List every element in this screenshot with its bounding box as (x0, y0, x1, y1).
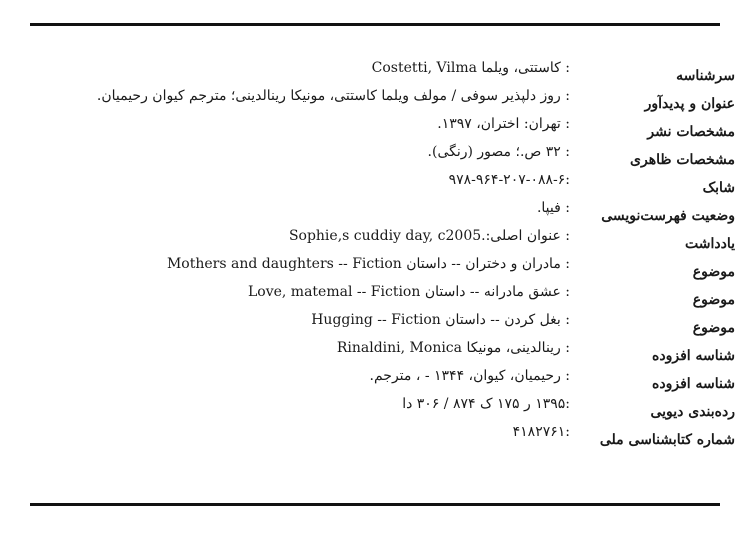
row-label: شناسه افزوده (652, 376, 735, 392)
row-label: سرشناسه (676, 68, 735, 84)
row-value: :۹۷۸-۹۶۴-۲۰۷-۰۸۸-۶ (448, 172, 570, 188)
record-row-national-bibliography (20, 424, 735, 452)
row-value: : عنوان اصلی:.Sophie,s cuddiy day, c2005 (288, 228, 570, 244)
row-value: : مادران و دختران -- داستان Mothers and daughters -- Fiction (166, 256, 570, 272)
row-value: : رحیمیان، کیوان، ۱۳۴۴ - ، مترجم. (369, 368, 570, 384)
row-label: وضعیت فهرست‌نویسی (601, 208, 735, 224)
row-value: : تهران: اختران، ۱۳۹۷. (437, 116, 570, 132)
row-label: شابک (702, 180, 735, 196)
record-row-author (20, 60, 735, 88)
top-rule (30, 23, 720, 26)
record-row-subject (20, 312, 735, 340)
bottom-rule (30, 503, 720, 506)
row-value: : بغل کردن -- داستان Hugging -- Fiction (311, 312, 570, 328)
record-row-subject (20, 256, 735, 284)
row-value: : کاستتی، ویلما Costetti, Vilma (371, 60, 570, 76)
row-label: رده‌بندی دیویی (650, 404, 735, 420)
row-value: : رینالدینی، مونیکا Rinaldini, Monica (336, 340, 570, 356)
record-row-title (20, 88, 735, 116)
row-label: مشخصات ظاهری (630, 152, 735, 168)
row-label: موضوع (692, 264, 735, 280)
record-row-dewey (20, 396, 735, 424)
row-label: عنوان و پدیدآور (644, 96, 735, 112)
row-label: یادداشت (685, 236, 735, 252)
row-value: : فیپا. (536, 200, 570, 216)
record-row-subject (20, 284, 735, 312)
record-row-cataloging-status (20, 200, 735, 228)
cataloging-record (20, 60, 735, 452)
record-row-isbn (20, 172, 735, 200)
row-value: : عشق مادرانه -- داستان Love, matemal -- Fiction (247, 284, 570, 300)
row-label: شناسه افزوده (652, 348, 735, 364)
row-value (97, 88, 570, 104)
record-row-added-entry (20, 340, 735, 368)
row-value: : ۳۲ ص.؛ مصور (رنگی). (427, 144, 570, 160)
row-value: :۱۳۹۵ ر ۱۷۵ ک ۸۷۴ / ۳۰۶ دا (402, 396, 570, 412)
row-label: مشخصات نشر (647, 124, 735, 140)
row-label: شماره کتابشناسی ملی (599, 432, 735, 448)
record-row-publication (20, 116, 735, 144)
record-row-physical (20, 144, 735, 172)
row-value: :۴۱۸۲۷۶۱ (512, 424, 570, 440)
record-row-added-entry (20, 368, 735, 396)
row-label: موضوع (692, 292, 735, 308)
record-row-note (20, 228, 735, 256)
row-value-text: : روز دلپذیر سوفی / مولف ویلما کاستتی، مونیکا رینالدینی؛ مترجم کیوان رحیمیان. (96, 88, 570, 104)
row-label: موضوع (692, 320, 735, 336)
